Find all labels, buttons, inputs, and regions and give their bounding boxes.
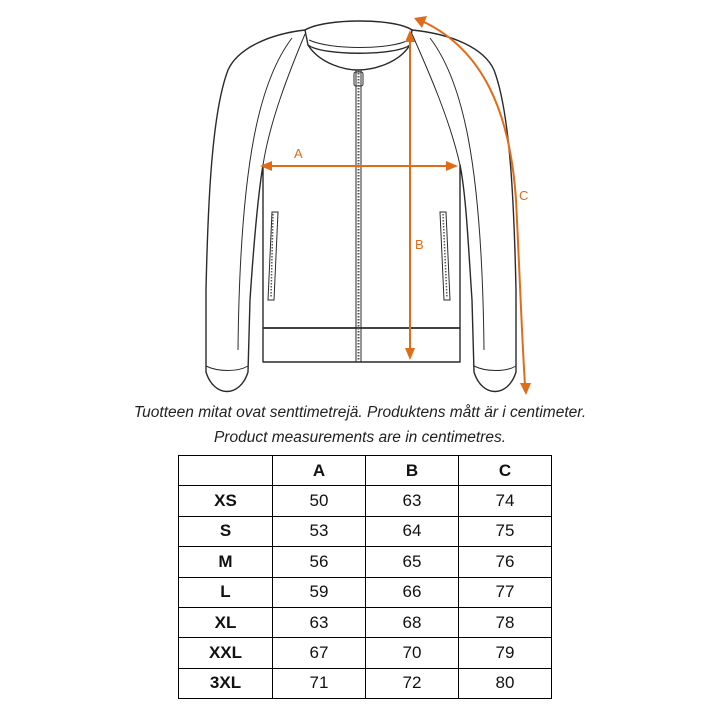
value-b: 65 [366, 547, 459, 577]
size-label: XS [179, 486, 273, 516]
value-c: 80 [459, 668, 552, 698]
table-row [179, 607, 552, 637]
value-c: 75 [459, 516, 552, 546]
value-a: 50 [273, 486, 366, 516]
value-b: 64 [366, 516, 459, 546]
label-a: A [294, 146, 303, 161]
value-b: 63 [366, 486, 459, 516]
value-c: 74 [459, 486, 552, 516]
value-a: 56 [273, 547, 366, 577]
value-b: 72 [366, 668, 459, 698]
measurement-note-fi-sv: Tuotteen mitat ovat senttimetrejä. Produktens mått är i centimeter. [133, 404, 587, 421]
size-label: XXL [179, 638, 273, 668]
size-table-header-row [179, 456, 552, 486]
table-row [179, 547, 552, 577]
value-c: 77 [459, 577, 552, 607]
header-b: B [366, 456, 459, 486]
table-row [179, 516, 552, 546]
header-a: A [273, 456, 366, 486]
measurement-b [405, 30, 424, 360]
table-row [179, 486, 552, 516]
label-c: C [519, 188, 529, 203]
size-label: 3XL [179, 668, 273, 698]
value-c: 79 [459, 638, 552, 668]
collar [305, 21, 412, 53]
header-c: C [459, 456, 552, 486]
value-a: 67 [273, 638, 366, 668]
table-row [179, 668, 552, 698]
label-b: B [415, 237, 424, 252]
header-size [179, 456, 273, 486]
value-a: 59 [273, 577, 366, 607]
value-b: 68 [366, 607, 459, 637]
value-c: 78 [459, 607, 552, 637]
value-a: 63 [273, 607, 366, 637]
size-label: XL [179, 607, 273, 637]
value-c: 76 [459, 547, 552, 577]
value-a: 53 [273, 516, 366, 546]
size-label: L [179, 577, 273, 607]
size-table [178, 455, 552, 699]
value-b: 70 [366, 638, 459, 668]
value-a: 71 [273, 668, 366, 698]
jacket-outline [206, 21, 516, 392]
size-label: M [179, 547, 273, 577]
table-row [179, 638, 552, 668]
table-row [179, 577, 552, 607]
measurement-note-en: Product measurements are in centimetres. [213, 429, 507, 446]
value-b: 66 [366, 577, 459, 607]
size-label: S [179, 516, 273, 546]
